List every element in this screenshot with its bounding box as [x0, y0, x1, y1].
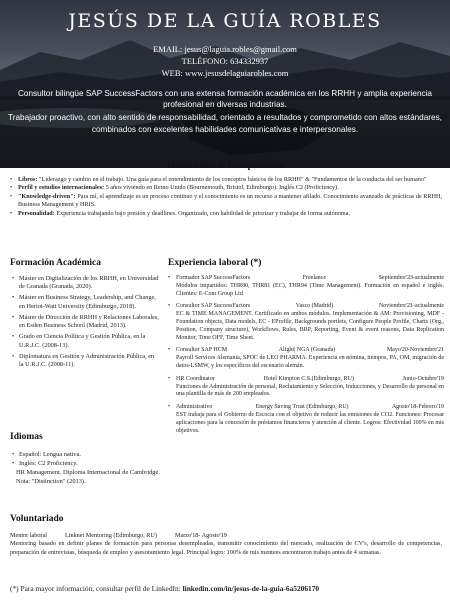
job-dates: Noviembre'21-actualmente — [378, 303, 444, 310]
skill-item — [10, 176, 442, 184]
experience-entry — [168, 347, 444, 370]
skill-item — [10, 210, 442, 218]
education-item: • Diplomatura en Gestión y Administración Pública, en la U.R.J.C. (2008-11). — [10, 353, 160, 370]
job-dates: Agosto'18-Febrero'19 — [391, 404, 444, 411]
experience-entry — [168, 275, 444, 298]
experience-head — [176, 347, 444, 355]
job-dates: Mayo'20-Noviembre'21 — [386, 347, 444, 354]
education-list — [10, 275, 160, 369]
volunteer-org: Linknet Mentoring (Edimburgo, RU) — [64, 532, 157, 539]
summary-paragraph-1: Consultor bilingüe SAP SuccessFactors con una extensa formación académica en los RRHH y amplia experiencia profesional en diversas industrias. — [18, 89, 432, 110]
footer-note — [10, 584, 442, 593]
experience-entry — [168, 376, 444, 399]
skill-text: 5 años viviendo en Reino Unido (Bournemouth, Bristol, Edimburgo). Inglés C2 (Proficiency). — [104, 184, 339, 192]
candidate-name: JESÚS DE LA GUÍA ROBLES — [68, 10, 382, 32]
volunteer-role: Mentor laboral — [10, 532, 47, 539]
volunteer-description: Mentoring basado en definir planes de formación para personas desempleadas, transmitir conocimiento del mercado, realización de CV's, desarrollo de competencias, preparación de entrevistas, búsqueda de empleo y asesoramiento legal. Principal logro: 100% de mis mentees encontraron trabajo antes de 4 semanas. — [10, 540, 442, 556]
volunteer-head — [10, 532, 442, 540]
experience-entry — [168, 404, 444, 435]
job-company: Freelance — [302, 275, 327, 281]
job-description: Módulos impartidos: THR80, THR81 (EC), THR94 (Time Management). Formación en español e inglés. Clientes: E-Com Group Ltd — [176, 282, 444, 297]
languages-title: Idiomas — [10, 432, 43, 442]
education-item: • Máster en Digitalización de los RRHH, en Universidad de Granada (Granada, 2020). — [10, 275, 160, 292]
language-item: • Español: Lengua nativa. — [10, 450, 168, 459]
skill-text: Experiencia trabajando bajo presión y deadlines. Organizado, con habilidad de priorizar y trabajar de forma autónoma. — [54, 209, 351, 217]
education-item: • Máster en Business Strategy, Leadership, and Change, en Heriot-Watt University (Edimburgo, 2018). — [10, 294, 160, 311]
job-role: • Consultor SAP SuccessFactors — [176, 303, 251, 310]
experience-section — [168, 258, 444, 440]
job-description: EC & TIME MANAGEMENT. Certificado en ambos módulos. Implementación & AM: Provisioning, MDF - Foundation objects, Data models, EC - EProfile, Backgrounds portlets, Configure People Profile, Charts (Org., Position, Company structure), Workflows, Rules, BRP, Reporting, Event & event reasons, Data Replication Monitor, Time OFF, Time Sheet. — [176, 311, 444, 341]
education-item: • Máster de Dirección de RRHH y Relaciones Laborales, en Esden Business School (Madrid, 2013). — [10, 314, 160, 331]
header-banner — [0, 0, 450, 168]
summary-paragraph-2: Trabajador proactivo, con alto sentido de responsabilidad, orientado a resultados y comprometido con altos estándares, combinados con excelentes habilidades comunicativas e interpersonales. — [8, 113, 442, 134]
skill-label: Personalidad: — [18, 209, 55, 217]
education-title: Formación Académica — [10, 258, 102, 268]
footer-text: (*) Para mayor información, consultar perfil de LinkedIn: — [10, 584, 183, 593]
volunteer-dates: Marzo'18- Agosto'19 — [174, 532, 227, 539]
professional-summary — [8, 88, 442, 137]
experience-head — [176, 275, 444, 283]
skill-text: Para mí, el aprendizaje es un proceso continuo y el conocimiento es un recurso a mantener afilado. Conocimiento avanzado de prácticas de RRHH, Business Management y HRIS. — [18, 192, 442, 209]
job-role: • Administrativo — [176, 404, 213, 411]
email-line: EMAIL: jesus@laguia.robles@gmail.com — [153, 44, 297, 54]
experience-entry — [168, 303, 444, 342]
web-line: WEB: www.jesusdelaguiarobles.com — [161, 68, 289, 78]
experience-title: Experiencia laboral (*) — [168, 258, 262, 268]
experience-head — [176, 376, 444, 384]
experience-head — [176, 404, 444, 412]
job-dates: Junio-Octubre'19 — [402, 375, 444, 382]
languages-section — [10, 432, 168, 486]
languages-list — [10, 450, 168, 468]
job-role: • Formador SAP SuccessFactors — [176, 275, 251, 281]
linkedin-link[interactable]: linkedin.com/in/jesus-de-la-guia-6a5206170 — [182, 584, 320, 593]
skill-label: Libros: — [18, 176, 38, 183]
job-description: EST trabaja para el Gobierno de Escocia con el objetivo de reducir las emisiones de CO2. Funciones: Procesar aplicaciones para la concesión de préstamos financieros y atención al cliente. Logros: Efectividad 100% en mis objetivos. — [176, 411, 444, 434]
job-company: Energy Saving Trust (Edimburgo, RU) — [255, 404, 349, 411]
job-role: • HR Coordinator — [176, 375, 215, 382]
volunteer-section — [10, 514, 442, 557]
job-company: Alight| NGA (Granada) — [278, 347, 336, 354]
language-certificate: HR Management. Diploma Internacional de Cambridge. Nota: "Distinction" (2013). — [16, 469, 160, 485]
skill-item — [10, 184, 442, 192]
skills-title: Habilidades & Competencias — [166, 161, 286, 171]
job-dates: Septiembre'23-actualmente — [378, 275, 444, 281]
job-company: Hotel Kimpton C.S.(Edimburgo, RU) — [263, 375, 354, 382]
phone-line: TELÉFONO: 634332937 — [181, 56, 269, 66]
job-description: Payroll Services Alemania, SPOC de LEO PHARMA. Experiencia en nómina, tiempos, PA, OM, migración de datos-LSMW, y los específicos del escenario alemán. — [176, 355, 444, 369]
education-item: • Grado en Ciencia Política y Gestión Pública, en la U.R.J.C. (2008-13). — [10, 333, 160, 350]
job-description: Funciones de Administración de personal, Reclutamiento y Selección, Inducciones, y Desarrollo de personal en una plantilla de más de 200 empleados. — [176, 383, 444, 398]
skills-section — [10, 161, 442, 218]
skills-list — [10, 176, 442, 218]
skill-item — [10, 193, 442, 210]
volunteer-title: Voluntariado — [10, 514, 64, 524]
language-item: • Inglés: C2 Proficiency. — [10, 459, 168, 468]
job-role: • Consultor SAP HCM — [176, 347, 228, 354]
job-company: Vasco (Madrid) — [295, 303, 334, 310]
skill-label: "Knowledge-driven": — [18, 192, 76, 200]
skill-text: "Liderazgo y cambio en el trabajo. Una guía para el entendimiento de los conceptos básicos de los RRHH" & "Fundamentos de la conducta del ser humano" — [37, 176, 427, 183]
education-section — [10, 258, 160, 372]
skill-label: Perfil y estudios internacionales: — [18, 184, 105, 192]
